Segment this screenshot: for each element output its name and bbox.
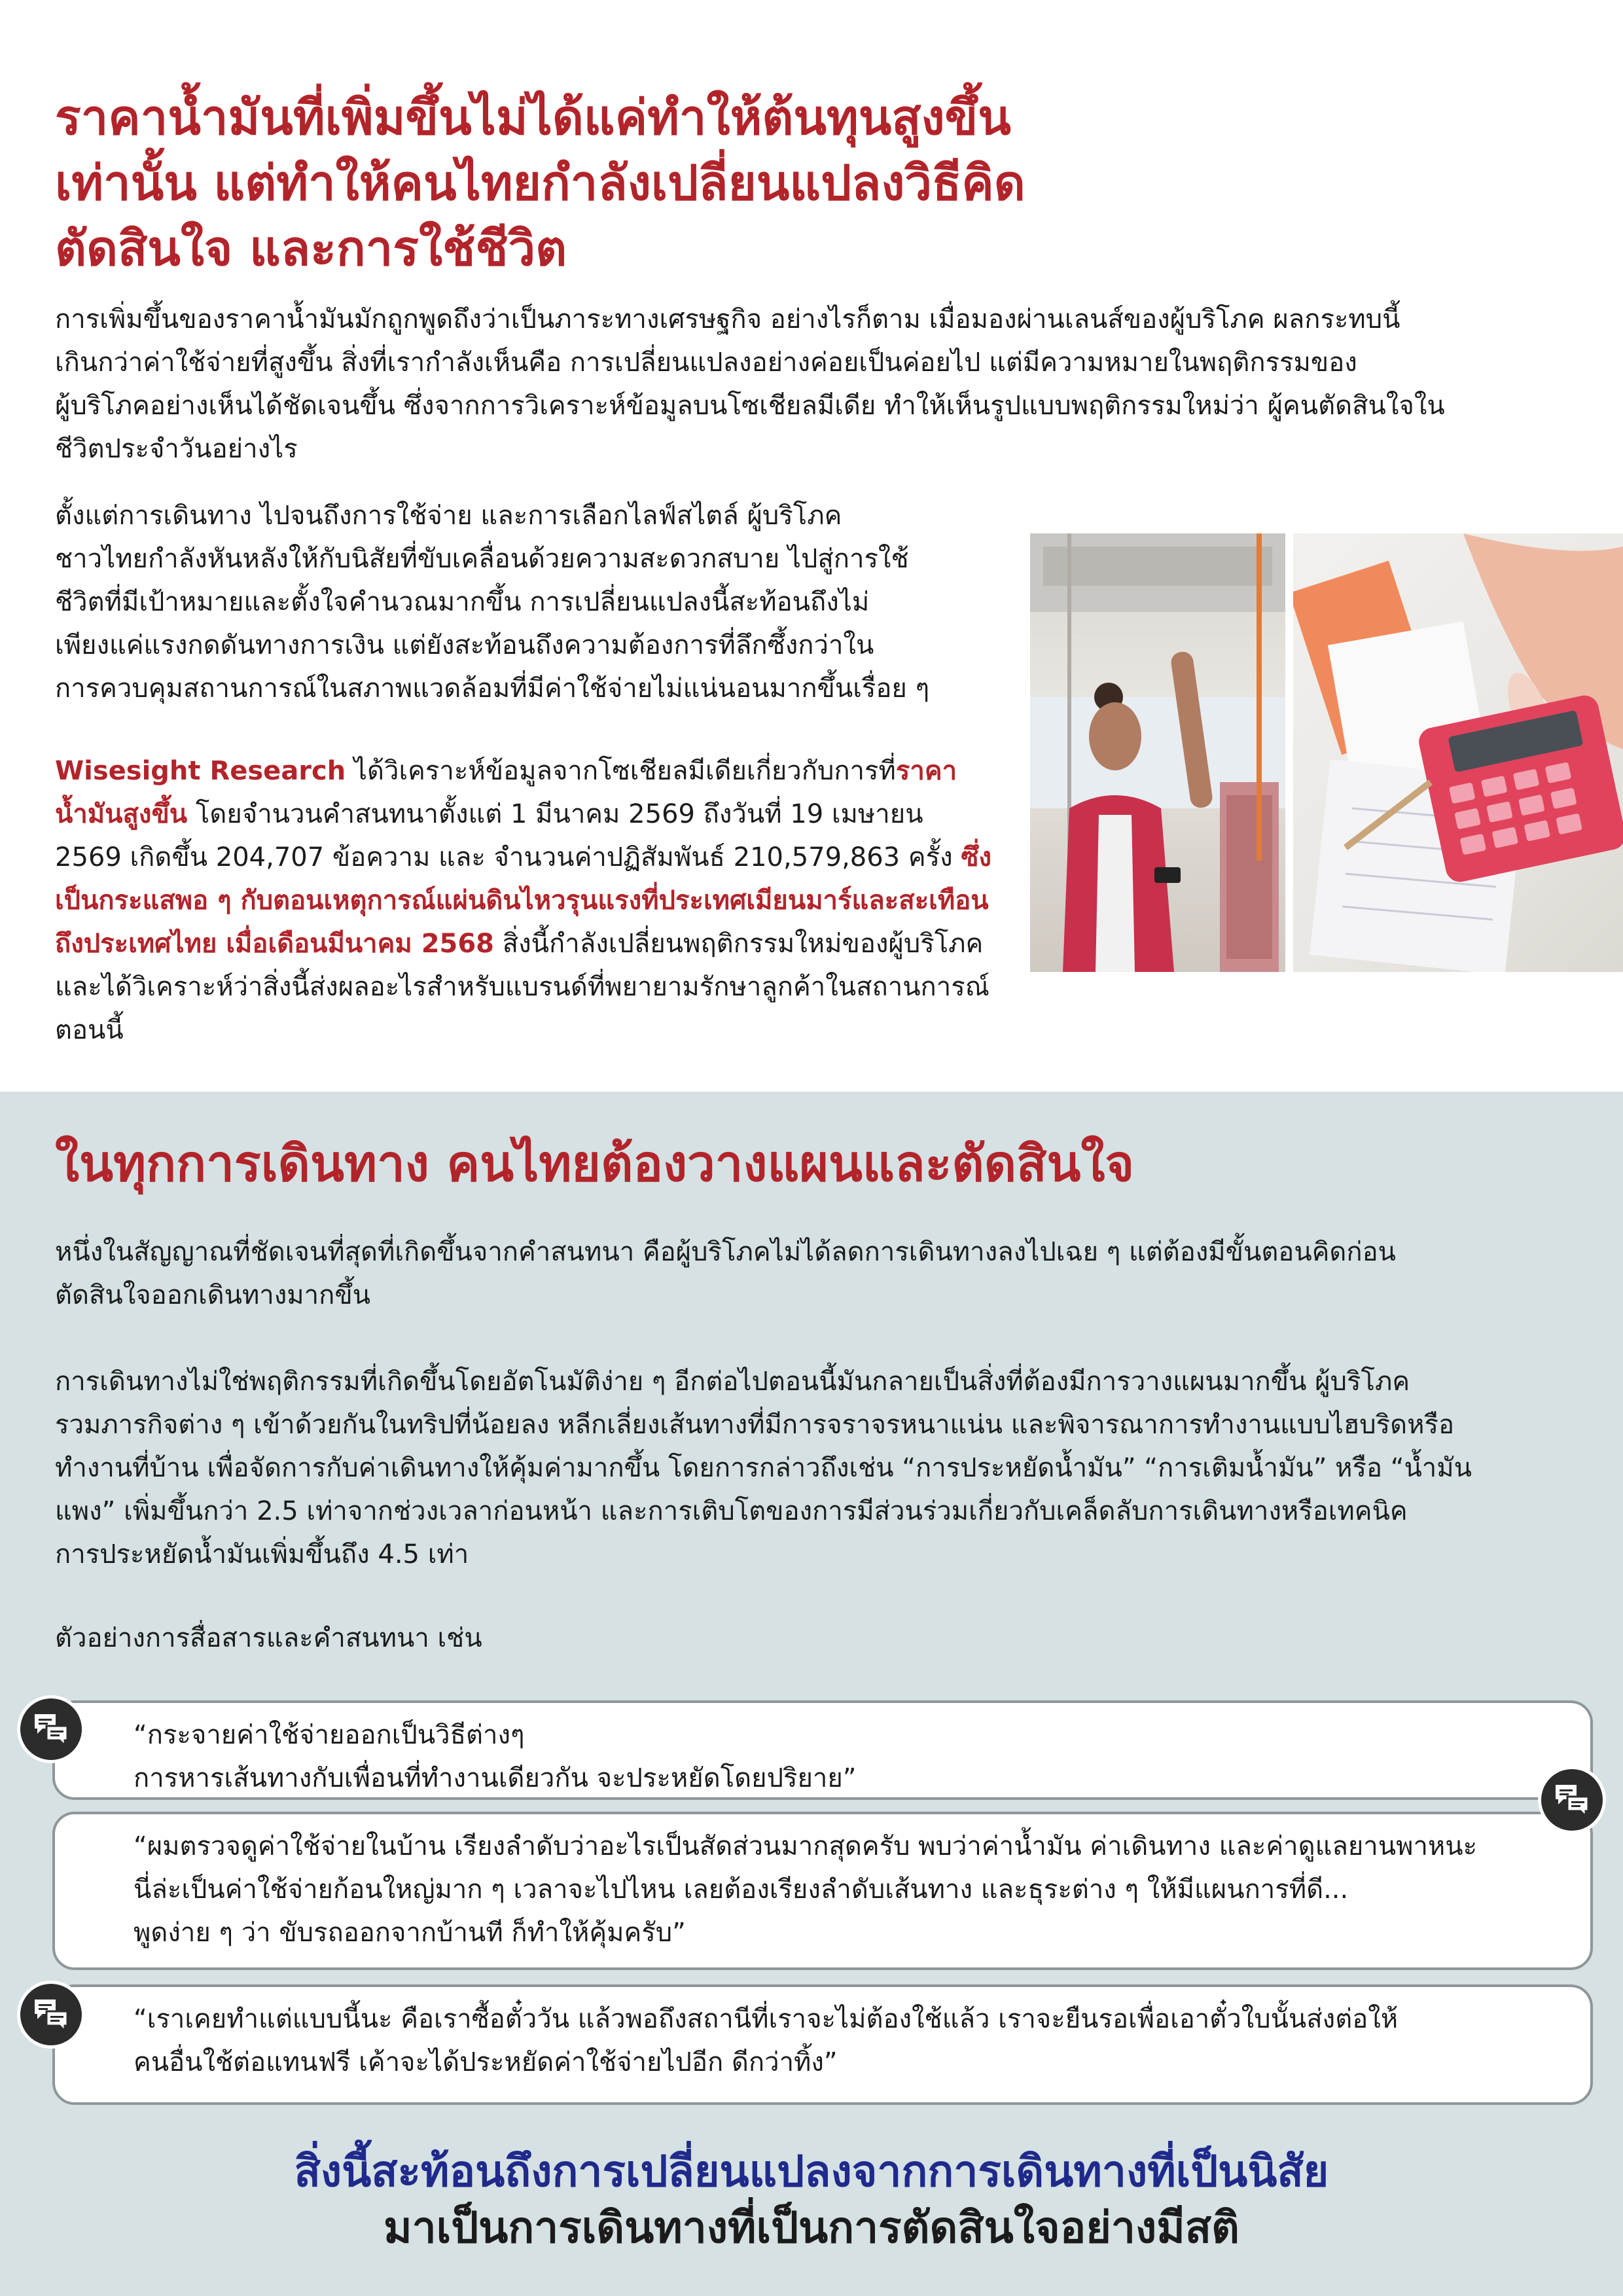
title-line: เท่านั้น แต่ทำให้คนไทยกำลังเปลี่ยนแปลงวิธีคิด	[55, 155, 1026, 211]
examples-intro: ตัวอย่างการสื่อสารและคำสนทนา เช่น	[55, 1623, 482, 1653]
page-title	[55, 85, 1547, 281]
closing-line-1: สิ่งนี้สะท้อนถึงการเปลี่ยนแปลงจากการเดินทางที่เป็นนิสัย	[294, 2146, 1329, 2197]
title-line: ราคาน้ำมันที่เพิ่มขึ้นไม่ได้แค่ทำให้ต้นทุนสูงขึ้น	[55, 90, 1011, 146]
quote-line: นี่ล่ะเป็นค่าใช้จ่ายก้อนใหญ่มาก ๆ เวลาจะไปไหน เลยต้องเรียงลำดับเส้นทาง และธุระต่าง ๆ ให้มีแผนการที่ดี...	[134, 1874, 1349, 1905]
text-line: แพง” เพิ่มขึ้นกว่า 2.5 เท่าจากช่วงเวลาก่อนหน้า และการเติบโตของการมีส่วนร่วมเกี่ยวกับเคล็ดลับการเดินทางหรือเทคนิค	[55, 1496, 1408, 1526]
text-line: การควบคุมสถานการณ์ในสภาพแวดล้อมที่มีค่าใช้จ่ายไม่แน่นอนมากขึ้นเรื่อย ๆ	[55, 673, 930, 704]
quote-card	[52, 1700, 1593, 1800]
signal-paragraph	[55, 1230, 1560, 1317]
text-line: ผู้บริโภคอย่างเห็นได้ชัดเจนขึ้น ซึ่งจากการวิเคราะห์ข้อมูลบนโซเชียลมีเดีย ทำให้เห็นรูปแบบพฤติกรรมใหม่ว่า ผู้คนตัดสินใจใน	[55, 391, 1445, 421]
text-line: ชีวิตที่มีเป้าหมายและตั้งใจคำนวณมากขึ้น การเปลี่ยนแปลงนี้สะท้อนถึงไม่	[55, 587, 870, 617]
quote-line: พูดง่าย ๆ ว่า ขับรถออกจากบ้านที ก็ทำให้คุ้มครับ”	[134, 1918, 686, 1948]
quote-line: “ผมตรวจดูค่าใช้จ่ายในบ้าน เรียงลำดับว่าอะไรเป็นสัดส่วนมากสุดครับ พบว่าค่าน้ำมัน ค่าเดินทาง และค่าดูแลยานพาหนะ	[134, 1831, 1478, 1861]
topic-highlight: ราคาน้ำมันสูงขึ้น	[55, 756, 957, 829]
text-line: การประหยัดน้ำมันเพิ่มขึ้นถึง 4.5 เท่า	[55, 1539, 469, 1570]
event-highlight: ซึ่งเป็นกระแสพอ ๆ กับตอนเหตุการณ์แผ่นดินไหวรุนแรงที่ประเทศเมียนมาร์และสะเทือนถึงประเทศไทย เมื่อเดือนมีนาคม 2568	[55, 842, 992, 959]
text-line: หนึ่งในสัญญาณที่ชัดเจนที่สุดที่เกิดขึ้นจากคำสนทนา คือผู้บริโภคไม่ได้ลดการเดินทางลงไปเฉย ๆ แต่ต้องมีขั้นตอนคิดก่อน	[55, 1237, 1396, 1267]
quote-line: การหารเส้นทางกับเพื่อนที่ทำงานเดียวกัน จะประหยัดโดยปริยาย”	[134, 1763, 857, 1793]
text-run: สิ่งนี้กำลังเปลี่ยนพฤติกรรมใหม่ของผู้บริโภค และได้วิเคราะห์ว่าสิ่งนี้ส่งผลอะไรสำหรับแบรนด์ที่พยายามรักษาลูกค้าในสถานการณ์ตอนนี้	[55, 929, 990, 1045]
title-line: ตัดสินใจ และการใช้ชีวิต	[55, 221, 567, 277]
closing-line-2: มาเป็นการเดินทางที่เป็นการตัดสินใจอย่างมีสติ	[383, 2202, 1240, 2253]
section-title: ในทุกการเดินทาง คนไทยต้องวางแผนและตัดสินใจ	[55, 1134, 1135, 1193]
text-line: การเพิ่มขึ้นของราคาน้ำมันมักถูกพูดถึงว่าเป็นภาระทางเศรษฐกิจ อย่างไรก็ตาม เมื่อมองผ่านเลนส์ของผู้บริโภค ผลกระทบนี้	[55, 304, 1400, 334]
lifestyle-paragraph	[55, 494, 997, 710]
text-line: ทำงานที่บ้าน เพื่อจัดการกับค่าเดินทางให้คุ้มค่ามากขึ้น โดยการกล่าวถึงเช่น “การประหยัดน้ำมัน” “การเติมน้ำมัน” หรือ “น้ำมัน	[55, 1453, 1472, 1483]
quote-card	[52, 1812, 1593, 1970]
closing-statement	[0, 2144, 1623, 2256]
quote-line: คนอื่นใช้ต่อแทนฟรี เค้าจะได้ประหยัดค่าใช้จ่ายไปอีก ดีกว่าทิ้ง”	[134, 2047, 838, 2077]
calculator-receipts-photo	[1293, 533, 1623, 972]
text-line: ชีวิตประจำวันอย่างไร	[55, 434, 298, 464]
brand-name: Wisesight Research	[55, 756, 346, 786]
quote-line: “เราเคยทำแต่แบบนี้นะ คือเราซื้อตั๋ววัน แล้วพอถึงสถานีที่เราจะไม่ต้องใช้แล้ว เราจะยืนรอเพื่อเอาตั๋วใบนั้นส่งต่อให้	[134, 2004, 1399, 2034]
quote-card	[52, 1984, 1593, 2105]
quote-line: “กระจายค่าใช้จ่ายออกเป็นวิธีต่างๆ	[134, 1720, 525, 1750]
chat-bubbles-icon	[17, 1695, 85, 1763]
text-line: ชาวไทยกำลังหันหลังให้กับนิสัยที่ขับเคลื่อนด้วยความสะดวกสบาย ไปสู่การใช้	[55, 544, 909, 574]
text-line: ตัดสินใจออกเดินทางมากขึ้น	[55, 1280, 371, 1310]
text-run: โดยจำนวนคำสนทนาตั้งแต่ 1 มีนาคม 2569 ถึงวันที่ 19 เมษายน 2569 เกิดขึ้น 204,707 ข้อความ และ จำนวนค่าปฏิสัมพันธ์ 210,579,863 ครั้ง	[55, 799, 961, 872]
text-run: ได้วิเคราะห์ข้อมูลจากโซเชียลมีเดียเกี่ยวกับการที่	[346, 756, 896, 786]
chat-bubbles-icon	[17, 1981, 85, 2049]
intro-paragraph	[55, 298, 1560, 471]
chat-bubbles-icon	[1538, 1766, 1606, 1834]
research-paragraph	[55, 749, 997, 1052]
woman-on-bus-photo	[1030, 533, 1285, 972]
text-line: รวมภารกิจต่าง ๆ เข้าด้วยกันในทริปที่น้อยลง หลีกเลี่ยงเส้นทางที่มีการจราจรหนาแน่น และพิจารณาการทำงานแบบไฮบริดหรือ	[55, 1410, 1454, 1440]
planning-paragraph	[55, 1360, 1573, 1576]
text-line: ตั้งแต่การเดินทาง ไปจนถึงการใช้จ่าย และการเลือกไลฟ์สไตล์ ผู้บริโภค	[55, 501, 842, 531]
text-line: เกินกว่าค่าใช้จ่ายที่สูงขึ้น สิ่งที่เรากำลังเห็นคือ การเปลี่ยนแปลงอย่างค่อยเป็นค่อยไป แต่มีความหมายในพฤติกรรมของ	[55, 348, 1357, 378]
intro-section	[0, 0, 1623, 1092]
text-line: เพียงแค่แรงกดดันทางการเงิน แต่ยังสะท้อนถึงความต้องการที่ลึกซึ้งกว่าใน	[55, 630, 874, 660]
text-line: การเดินทางไม่ใช่พฤติกรรมที่เกิดขึ้นโดยอัตโนมัติง่าย ๆ อีกต่อไปตอนนี้มันกลายเป็นสิ่งที่ต้องมีการวางแผนมากขึ้น ผู้บริโภค	[55, 1367, 1410, 1397]
